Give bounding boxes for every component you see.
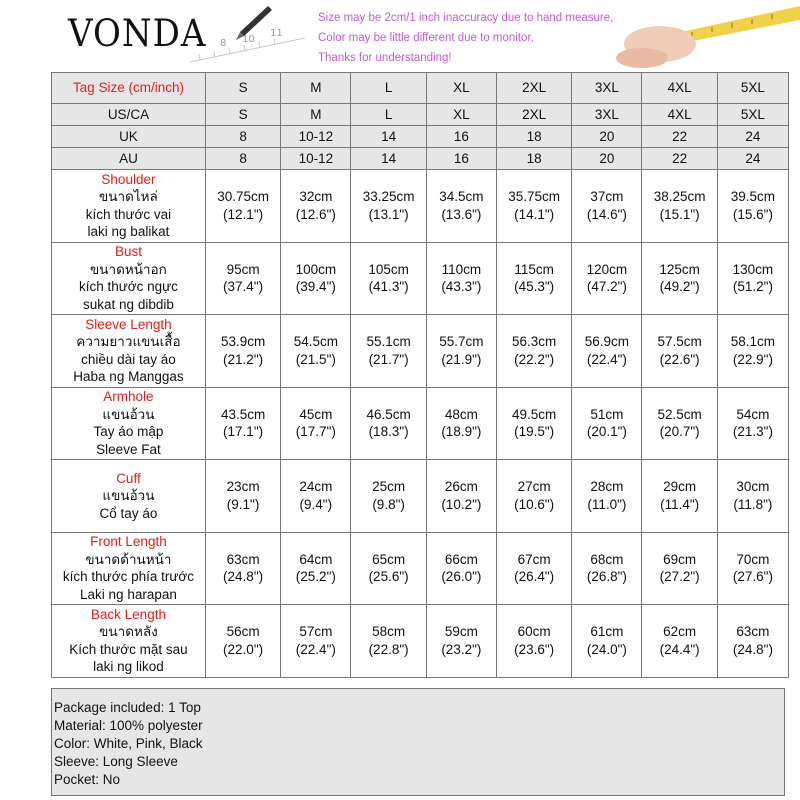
measurement-value	[717, 532, 788, 605]
region-value: 20	[572, 126, 642, 148]
measurement-value	[351, 605, 426, 678]
region-value: 18	[496, 148, 571, 170]
measurement-value	[496, 387, 571, 460]
measurement-value	[426, 460, 496, 533]
measurement-translation: ความยาวแขนเสื้อ	[76, 334, 181, 350]
size-3xl: 3XL	[572, 73, 642, 104]
measurement-row	[52, 387, 789, 460]
measurement-translation: ขนาดหน้าอก	[90, 261, 167, 277]
measurement-value	[426, 315, 496, 388]
measurement-value	[205, 605, 280, 678]
measurement-title: Front Length	[90, 534, 167, 550]
value-cm: 69cm	[663, 551, 697, 567]
measurement-label	[52, 387, 206, 460]
measurement-translation: แขนอ้วน	[102, 488, 155, 503]
value-cm: 63cm	[226, 551, 260, 567]
material-info: Material: 100% polyester	[54, 718, 203, 733]
value-cm: 30cm	[736, 479, 770, 495]
value-cm: 39.5cm	[730, 189, 776, 205]
value-inch: (24.8")	[223, 569, 264, 585]
size-l: L	[351, 73, 426, 104]
value-cm: 61cm	[590, 624, 624, 640]
measurement-translation: Kích thước mặt sau	[69, 641, 188, 657]
measurement-label	[52, 170, 206, 243]
value-cm: 37cm	[590, 189, 624, 205]
value-cm: 67cm	[517, 551, 551, 567]
measurement-value	[496, 532, 571, 605]
value-inch: (11.4")	[660, 496, 700, 512]
value-cm: 59cm	[444, 624, 478, 640]
region-row	[52, 104, 789, 126]
measurement-value	[642, 315, 717, 388]
pocket-info: Pocket: No	[54, 772, 121, 787]
value-inch: (18.9")	[441, 424, 482, 440]
value-inch: (21.2")	[223, 351, 264, 367]
region-row	[52, 126, 789, 148]
region-value: 24	[717, 148, 788, 170]
measurement-label	[52, 460, 206, 533]
value-inch: (22.6")	[659, 351, 700, 367]
value-inch: (21.5")	[295, 351, 336, 367]
measurement-value	[572, 170, 642, 243]
value-cm: 46.5cm	[366, 406, 411, 422]
measurement-title: Bust	[114, 244, 142, 260]
value-cm: 55.7cm	[439, 334, 484, 350]
tag-size-label: Tag Size (cm/inch)	[52, 73, 206, 104]
value-cm: 29cm	[663, 479, 697, 495]
value-inch: (20.1")	[586, 424, 627, 440]
color-info: Color: White, Pink, Black	[54, 736, 203, 751]
region-row	[52, 148, 789, 170]
measurement-label	[52, 315, 206, 388]
region-value: 2XL	[496, 104, 571, 126]
measurement-translation: kích thước ngực	[78, 279, 178, 295]
value-inch: (21.7")	[368, 351, 409, 367]
value-inch: (24.0")	[586, 641, 627, 657]
measurement-value	[496, 315, 571, 388]
measurement-value	[281, 532, 351, 605]
value-cm: 58cm	[372, 624, 406, 640]
measurement-value	[426, 242, 496, 315]
measurement-value	[205, 315, 280, 388]
product-info-box	[51, 688, 785, 796]
value-inch: (43.3")	[441, 279, 482, 295]
measurement-value	[717, 315, 788, 388]
region-label: UK	[52, 126, 206, 148]
value-inch: (14.6")	[586, 206, 627, 222]
measurement-value	[572, 605, 642, 678]
measurement-title: Shoulder	[101, 171, 156, 187]
value-cm: 30.75cm	[217, 189, 269, 205]
measurement-label	[52, 242, 206, 315]
region-value: 5XL	[717, 104, 788, 126]
region-value: 10-12	[281, 126, 351, 148]
region-value: 4XL	[642, 104, 717, 126]
measuring-tape-illustration	[612, 0, 800, 72]
value-inch: (47.2")	[586, 279, 627, 295]
region-value: XL	[426, 104, 496, 126]
package-info: Package included: 1 Top	[54, 700, 201, 715]
region-value: 3XL	[572, 104, 642, 126]
measurement-translation: Haba ng Manggas	[73, 369, 184, 385]
value-inch: (37.4")	[223, 279, 264, 295]
measurement-value	[642, 170, 717, 243]
value-inch: (27.6")	[732, 569, 773, 585]
value-cm: 65cm	[372, 551, 406, 567]
value-cm: 38.25cm	[653, 189, 706, 205]
note-line: Size may be 2cm/1 inch inaccuracy due to hand measure,	[318, 12, 614, 24]
measurement-value	[205, 387, 280, 460]
measurement-value	[426, 605, 496, 678]
measurement-value	[351, 387, 426, 460]
measurement-row	[52, 170, 789, 243]
region-value: 22	[642, 148, 717, 170]
measurement-translation: แขนอ้วน	[102, 406, 155, 422]
measurement-translation: ขนาดหลัง	[99, 624, 158, 640]
size-2xl: 2XL	[496, 73, 571, 104]
measurement-value	[642, 605, 717, 678]
region-value: 16	[426, 148, 496, 170]
value-cm: 54cm	[736, 406, 770, 422]
size-xl: XL	[426, 73, 496, 104]
value-inch: (13.1")	[368, 206, 409, 222]
value-inch: (21.9")	[441, 351, 482, 367]
value-inch: (39.4")	[295, 279, 336, 295]
value-inch: (24.8")	[732, 641, 773, 657]
measurement-value	[496, 605, 571, 678]
header-banner	[0, 0, 800, 72]
value-inch: (9.8")	[372, 496, 405, 512]
value-inch: (9.4")	[299, 496, 333, 512]
value-cm: 55.1cm	[366, 334, 411, 350]
region-value: L	[351, 104, 426, 126]
measurement-value	[717, 387, 788, 460]
measurement-translation: kích thước vai	[85, 206, 172, 222]
measurement-value	[496, 170, 571, 243]
measurement-value	[205, 242, 280, 315]
value-inch: (20.7")	[659, 424, 700, 440]
value-cm: 66cm	[444, 551, 478, 567]
value-inch: (22.4")	[295, 641, 336, 657]
value-inch: (26.4")	[514, 569, 555, 585]
measurement-value	[496, 242, 571, 315]
value-inch: (10.6")	[514, 496, 555, 512]
region-value: M	[281, 104, 351, 126]
tag-size-row	[52, 73, 789, 104]
measurement-row	[52, 242, 789, 315]
measurement-title: Cuff	[116, 470, 141, 486]
measurement-row	[52, 315, 789, 388]
measurement-translation: kích thước phía trước	[62, 569, 194, 585]
value-cm: 53.9cm	[220, 334, 266, 350]
measurement-value	[351, 315, 426, 388]
value-cm: 56.9cm	[584, 334, 629, 350]
measurement-value	[281, 387, 351, 460]
region-value: 14	[351, 126, 426, 148]
value-cm: 115cm	[514, 261, 554, 277]
measurement-value	[426, 387, 496, 460]
value-cm: 35.75cm	[508, 189, 560, 205]
value-cm: 24cm	[299, 479, 333, 495]
value-inch: (12.6")	[295, 206, 336, 222]
value-inch: (26.8")	[586, 569, 627, 585]
value-cm: 56cm	[226, 624, 260, 640]
value-cm: 120cm	[586, 261, 628, 277]
measurement-label	[52, 605, 206, 678]
measurement-value	[426, 170, 496, 243]
value-inch: (11.0")	[587, 496, 627, 512]
value-cm: 57cm	[299, 624, 333, 640]
value-cm: 49.5cm	[511, 406, 557, 422]
measurement-translation: ขนาดไหล่	[99, 189, 158, 205]
brand-logo: VONDA	[68, 12, 207, 56]
measurement-translation: laki ng likod	[93, 659, 164, 675]
region-value: 20	[572, 148, 642, 170]
measurement-value	[496, 460, 571, 533]
note-line: Color may be little different due to monitor,	[318, 32, 534, 44]
value-inch: (22.2")	[514, 351, 555, 367]
value-cm: 52.5cm	[657, 406, 702, 422]
measurement-value	[572, 460, 642, 533]
size-4xl: 4XL	[642, 73, 717, 104]
value-cm: 100cm	[295, 261, 337, 277]
ruler-mark-8: 8	[220, 38, 227, 49]
measurement-value	[426, 532, 496, 605]
size-m: M	[281, 73, 351, 104]
measurement-value	[205, 532, 280, 605]
value-cm: 56.3cm	[511, 334, 557, 350]
value-cm: 125cm	[659, 261, 700, 277]
region-value: 10-12	[281, 148, 351, 170]
pen-ruler-illustration	[180, 2, 310, 68]
value-cm: 45cm	[299, 406, 333, 422]
measurement-label	[52, 532, 206, 605]
region-value: 8	[205, 148, 280, 170]
value-inch: (45.3")	[514, 279, 555, 295]
measurement-value	[351, 460, 426, 533]
region-value: S	[205, 104, 280, 126]
region-label: US/CA	[52, 104, 206, 126]
measurement-translation: Laki ng harapan	[80, 586, 177, 602]
measurement-translation: ขนาดด้านหน้า	[85, 551, 172, 567]
measurement-value	[642, 387, 717, 460]
value-inch: (17.7")	[295, 424, 336, 440]
measurement-value	[717, 605, 788, 678]
value-inch: (18.3")	[368, 424, 409, 440]
measurement-translation: chiều dài tay áo	[81, 351, 176, 367]
ruler-mark-11: 11	[270, 28, 283, 39]
measurement-translation: laki ng balikat	[87, 224, 170, 240]
value-inch: (14.1")	[514, 206, 555, 222]
note-line: Thanks for understanding!	[318, 52, 452, 64]
measurement-translation: Sleeve Fat	[96, 441, 161, 457]
value-cm: 54.5cm	[293, 334, 338, 350]
value-inch: (51.2")	[732, 279, 773, 295]
value-cm: 32cm	[299, 189, 333, 205]
value-cm: 110cm	[441, 261, 482, 277]
ruler-mark-10: 10	[242, 34, 255, 45]
value-inch: (9.1")	[226, 496, 260, 512]
value-inch: (10.2")	[441, 496, 482, 512]
value-inch: (11.8")	[733, 496, 773, 512]
value-inch: (17.1")	[223, 424, 264, 440]
value-cm: 25cm	[372, 479, 406, 495]
value-inch: (15.1")	[659, 206, 700, 222]
value-inch: (22.0")	[223, 641, 264, 657]
region-value: 24	[717, 126, 788, 148]
value-cm: 105cm	[368, 261, 409, 277]
value-cm: 28cm	[590, 479, 624, 495]
region-value: 8	[205, 126, 280, 148]
size-chart-table	[51, 72, 789, 678]
measurement-row	[52, 460, 789, 533]
measurement-value	[281, 460, 351, 533]
value-inch: (12.1")	[223, 206, 264, 222]
value-inch: (25.2")	[295, 569, 336, 585]
value-cm: 23cm	[226, 479, 260, 495]
value-cm: 33.25cm	[362, 189, 415, 205]
measurement-row	[52, 605, 789, 678]
value-inch: (22.9")	[732, 351, 773, 367]
measurement-value	[205, 170, 280, 243]
value-cm: 43.5cm	[220, 406, 266, 422]
value-inch: (15.6")	[732, 206, 773, 222]
value-inch: (41.3")	[368, 279, 409, 295]
value-inch: (21.3")	[732, 424, 773, 440]
measurement-value	[572, 315, 642, 388]
value-inch: (26.0")	[441, 569, 482, 585]
measurement-translation: Tay áo mập	[93, 424, 164, 440]
value-inch: (19.5")	[514, 424, 555, 440]
measurement-title: Back Length	[90, 606, 166, 622]
measurement-value	[717, 460, 788, 533]
region-value: 18	[496, 126, 571, 148]
value-cm: 63cm	[736, 624, 770, 640]
value-cm: 62cm	[663, 624, 697, 640]
notes-block	[318, 8, 613, 68]
measurement-translation: Cổ tay áo	[99, 505, 158, 521]
value-cm: 64cm	[299, 551, 333, 567]
region-label: AU	[52, 148, 206, 170]
measurement-row	[52, 532, 789, 605]
measurement-value	[717, 170, 788, 243]
measurement-value	[717, 242, 788, 315]
value-cm: 51cm	[590, 406, 624, 422]
sleeve-info: Sleeve: Long Sleeve	[54, 754, 178, 769]
measurement-value	[351, 170, 426, 243]
measurement-translation: sukat ng dibdib	[83, 296, 174, 312]
region-value: 14	[351, 148, 426, 170]
measurement-value	[351, 532, 426, 605]
value-inch: (13.6")	[441, 206, 482, 222]
measurement-value	[572, 242, 642, 315]
measurement-value	[205, 460, 280, 533]
value-cm: 60cm	[517, 624, 551, 640]
value-cm: 27cm	[517, 479, 551, 495]
size-5xl: 5XL	[717, 73, 788, 104]
value-inch: (24.4")	[659, 641, 700, 657]
measurement-value	[281, 605, 351, 678]
value-cm: 68cm	[590, 551, 624, 567]
measurement-value	[281, 315, 351, 388]
measurement-title: Sleeve Length	[85, 316, 172, 332]
value-cm: 34.5cm	[439, 189, 484, 205]
value-inch: (22.8")	[368, 641, 409, 657]
region-value: 22	[642, 126, 717, 148]
value-cm: 95cm	[226, 261, 260, 277]
value-inch: (23.2")	[441, 641, 482, 657]
measurement-value	[572, 532, 642, 605]
region-value: 16	[426, 126, 496, 148]
measurement-value	[642, 532, 717, 605]
measurement-value	[642, 242, 717, 315]
size-s: S	[205, 73, 280, 104]
value-inch: (22.4")	[586, 351, 627, 367]
value-inch: (49.2")	[659, 279, 700, 295]
measurement-title: Armhole	[103, 389, 154, 405]
value-cm: 70cm	[736, 551, 770, 567]
value-cm: 58.1cm	[730, 334, 776, 350]
measurement-value	[281, 170, 351, 243]
measurement-value	[642, 460, 717, 533]
measurement-value	[351, 242, 426, 315]
value-cm: 48cm	[444, 406, 478, 422]
value-inch: (25.6")	[368, 569, 409, 585]
value-inch: (27.2")	[659, 569, 700, 585]
measurement-value	[572, 387, 642, 460]
value-cm: 57.5cm	[657, 334, 702, 350]
measurement-value	[281, 242, 351, 315]
value-cm: 26cm	[444, 479, 478, 495]
value-inch: (23.6")	[514, 641, 555, 657]
value-cm: 130cm	[732, 261, 774, 277]
